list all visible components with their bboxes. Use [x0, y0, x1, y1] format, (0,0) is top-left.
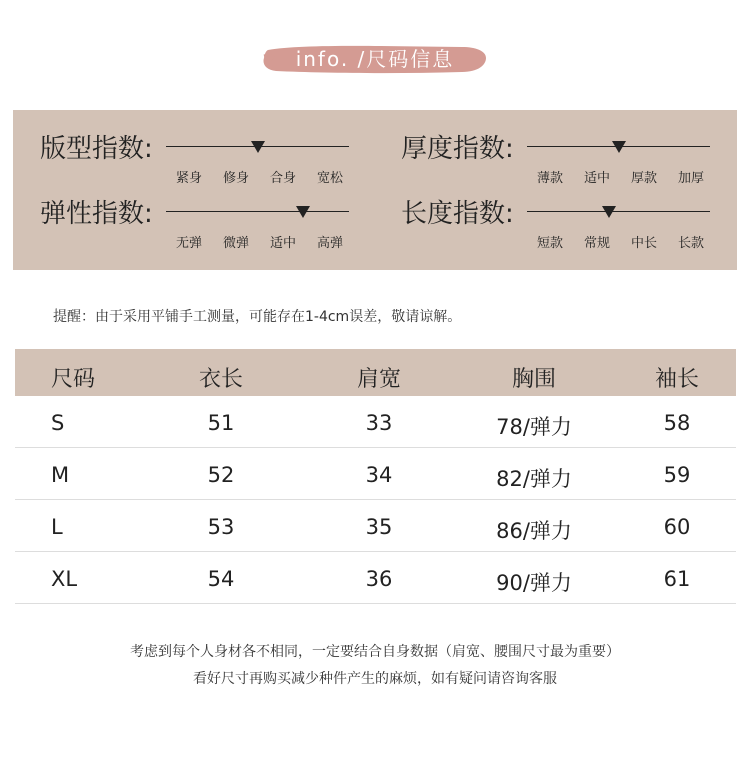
footer-note-2: 看好尺寸再购买减少种件产生的麻烦，如有疑问请咨询客服	[193, 671, 557, 687]
table-row	[15, 448, 736, 500]
index-option: 加厚	[677, 171, 705, 186]
index-option: 适中	[269, 236, 297, 251]
index-option: 中长	[630, 236, 658, 251]
index-row-1	[401, 128, 741, 188]
index-label: 版型指数:	[40, 134, 153, 164]
column-header: 尺码	[51, 367, 96, 392]
table-row	[15, 500, 736, 552]
index-option: 薄款	[536, 171, 564, 186]
table-cell: 34	[365, 463, 393, 487]
table-cell: XL	[51, 567, 78, 591]
size-table	[15, 349, 736, 604]
index-label: 弹性指数:	[40, 199, 153, 229]
table-cell: 60	[663, 515, 691, 539]
index-option: 长款	[677, 236, 705, 251]
index-scale-line	[166, 211, 349, 212]
table-cell: 58	[663, 411, 691, 435]
index-row-2	[40, 193, 380, 253]
table-cell: 61	[663, 567, 691, 591]
index-row-3	[401, 193, 741, 253]
index-marker-icon	[602, 206, 616, 218]
index-option: 微弹	[222, 236, 250, 251]
table-row	[15, 396, 736, 448]
table-cell: 78/弹力	[496, 415, 572, 439]
table-cell: 33	[365, 411, 393, 435]
column-header: 肩宽	[356, 367, 402, 392]
table-cell: 52	[207, 463, 235, 487]
table-row	[15, 552, 736, 604]
measurement-notice: 提醒：由于采用平铺手工测量，可能存在1-4cm误差，敬请谅解。	[53, 309, 462, 325]
index-option: 适中	[583, 171, 611, 186]
index-label: 厚度指数:	[401, 134, 514, 164]
column-header: 袖长	[654, 367, 700, 392]
index-scale-line	[527, 211, 710, 212]
table-cell: 86/弹力	[496, 519, 572, 543]
fit-index-panel	[13, 110, 737, 270]
index-option: 修身	[222, 171, 250, 186]
index-option: 高弹	[316, 236, 344, 251]
table-cell: 35	[365, 515, 393, 539]
table-cell: 54	[207, 567, 235, 591]
index-marker-icon	[612, 141, 626, 153]
footer-note-1: 考虑到每个人身材各不相同，一定要结合自身数据（肩宽、腰围尺寸最为重要）	[130, 644, 620, 660]
index-option: 无弹	[175, 236, 203, 251]
column-header: 衣长	[198, 367, 244, 392]
table-cell: L	[51, 515, 63, 539]
table-cell: 90/弹力	[496, 571, 572, 595]
index-option: 常规	[583, 236, 611, 251]
index-option: 厚款	[630, 171, 658, 186]
index-label: 长度指数:	[401, 199, 514, 229]
table-cell: 51	[207, 411, 235, 435]
table-cell: 82/弹力	[496, 467, 572, 491]
index-option: 合身	[269, 171, 297, 186]
column-header: 胸围	[511, 367, 557, 392]
table-cell: S	[51, 411, 65, 435]
index-option: 宽松	[316, 171, 344, 186]
index-option: 紧身	[175, 171, 203, 186]
index-option: 短款	[536, 236, 564, 251]
table-cell: 36	[365, 567, 393, 591]
index-marker-icon	[296, 206, 310, 218]
table-cell: 53	[207, 515, 235, 539]
index-row-0	[40, 128, 380, 188]
table-header	[15, 349, 736, 396]
table-cell: M	[51, 463, 70, 487]
index-marker-icon	[251, 141, 265, 153]
page-title: info. /尺码信息	[295, 47, 455, 71]
title-badge	[262, 42, 488, 76]
table-cell: 59	[663, 463, 691, 487]
